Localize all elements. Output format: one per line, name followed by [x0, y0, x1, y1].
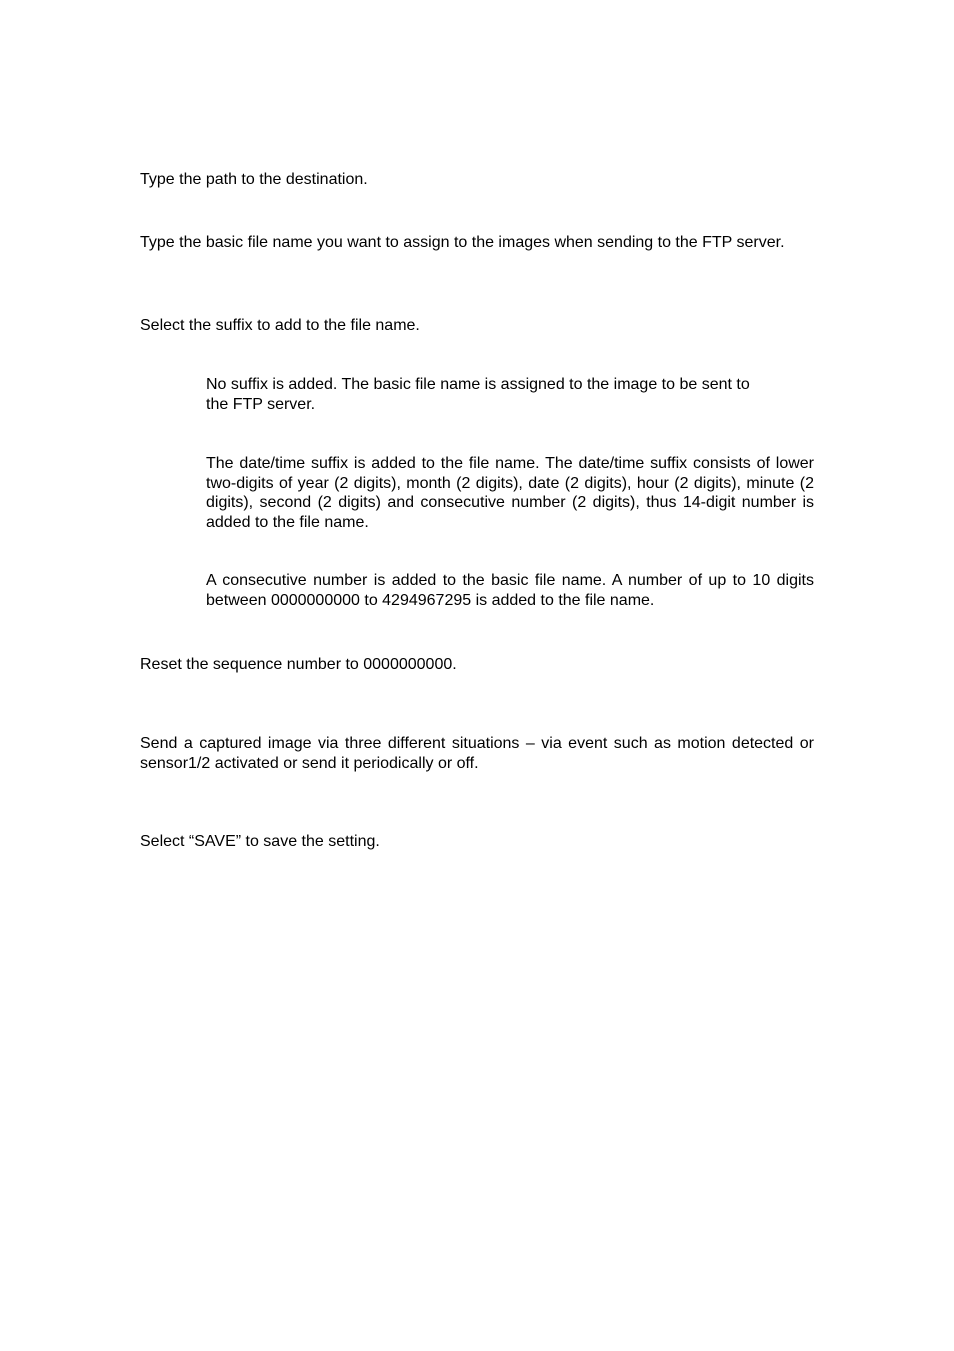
suffix-datetime-description: The date/time suffix is added to the file name. The date/time suffix consists of lower two-digits of year (2 digits), month (2 digits), date (2 digits), hour (2 digits), minute (2 digits), second (2 digits) and consecutive number (2 digits), thus 14-digit number is added to the file name. [206, 455, 814, 531]
suffix-none-description: No suffix is added. The basic file name is assigned to the image to be sent to the FTP server. [206, 376, 750, 413]
file-name-description: Type the basic file name you want to assign to the images when sending to the FTP server. [140, 234, 785, 251]
send-mode-description: Send a captured image via three different situations – via event such as motion detected or sensor1/2 activated or send it periodically or off. [140, 735, 814, 772]
reset-description: Reset the sequence number to 0000000000. [140, 656, 457, 673]
path-description: Type the path to the destination. [140, 171, 368, 188]
suffix-description: Select the suffix to add to the file name. [140, 317, 420, 334]
suffix-sequence-description: A consecutive number is added to the basic file name. A number of up to 10 digits between 0000000000 to 4294967295 is added to the file name. [206, 572, 814, 609]
save-description: Select “SAVE” to save the setting. [140, 833, 380, 850]
